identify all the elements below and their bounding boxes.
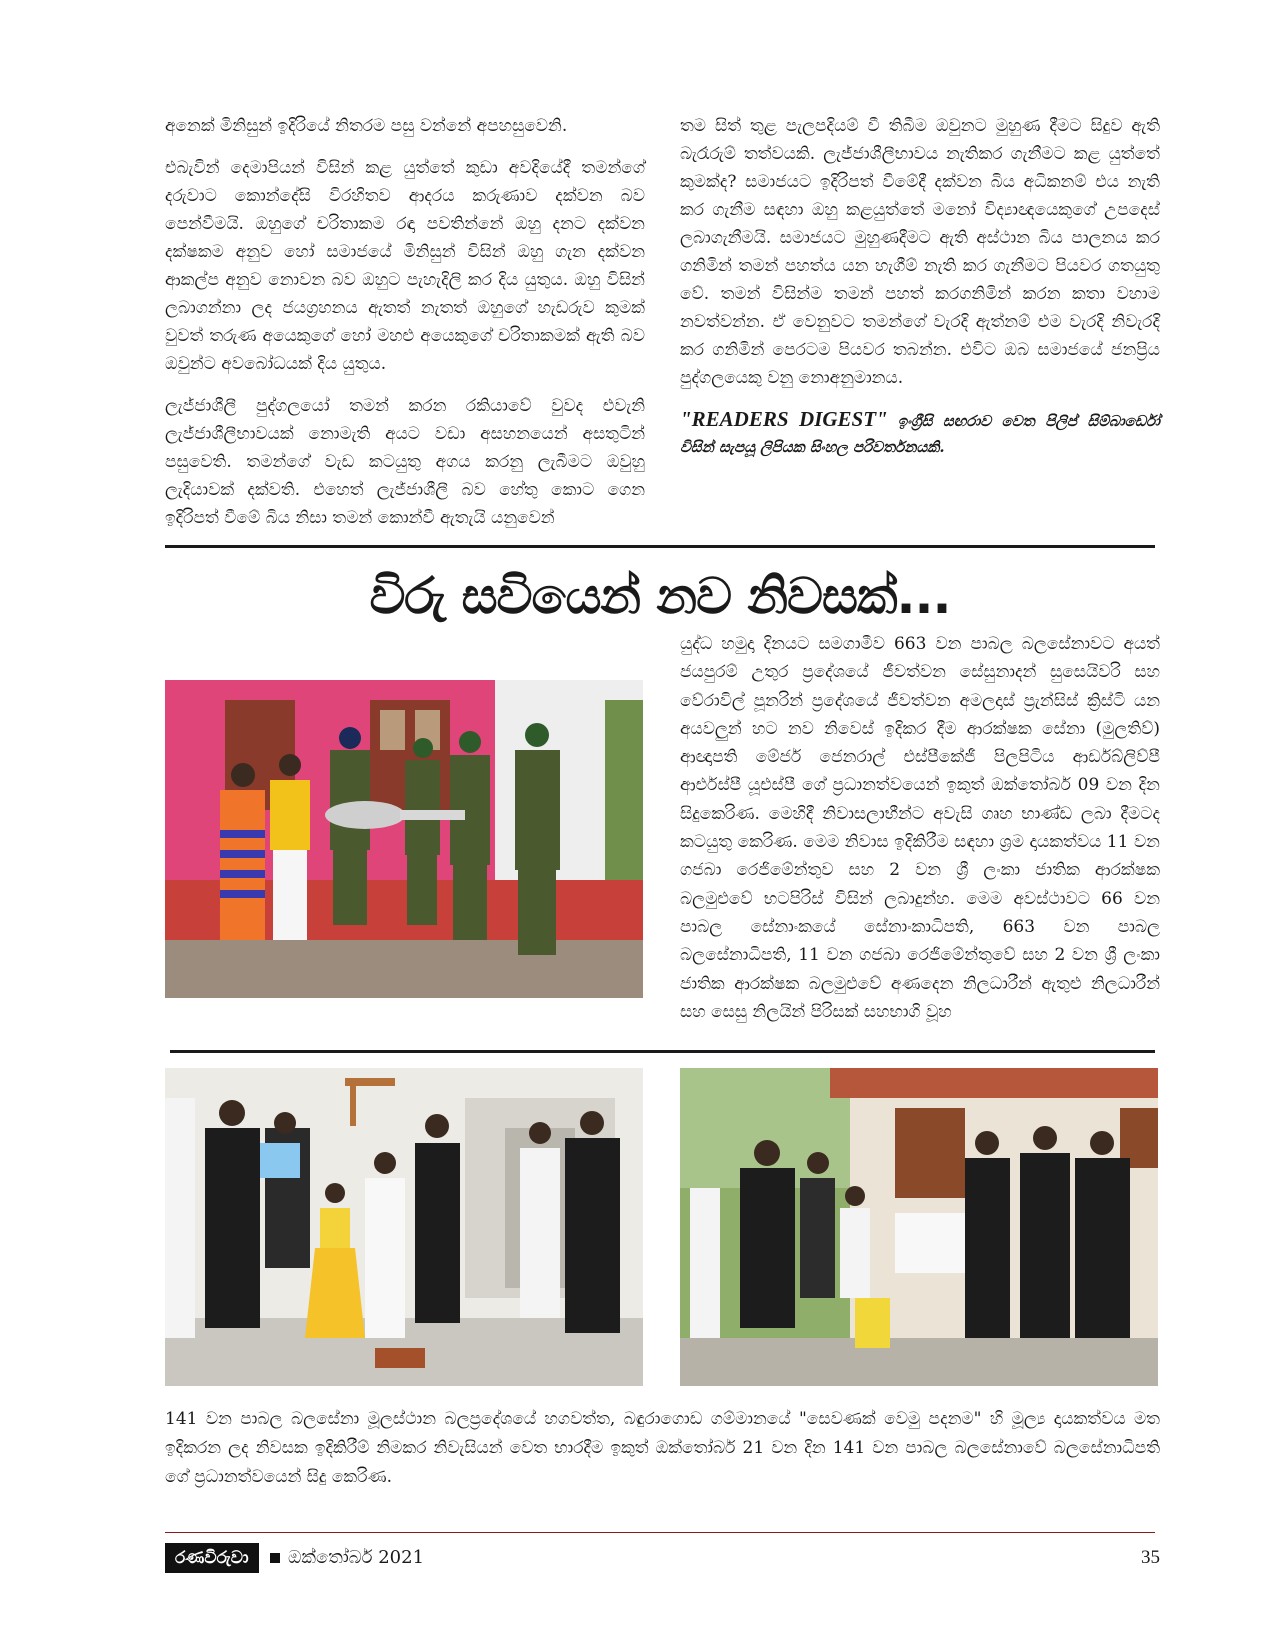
house-handover-photo xyxy=(165,680,643,998)
magazine-masthead: රණවිරුවා xyxy=(165,1543,259,1573)
section-divider xyxy=(170,1050,1155,1053)
issue-date xyxy=(270,1543,424,1573)
paragraph: එබැවින් දෙමාපියන් විසින් කළ යුත්තේ කුඩා අවදියේදී තමන්ගේ දරුවාට කොන්දේසි විරහිතව ආදරය කරුණාව දක්වන බව පෙන්වීමයි. ඔහුගේ චරිතාකම රඳා පවතින්නේ ඔහු දනට දක්වන දක්ෂකම අනුව හෝ සමාජයේ මිනිසුන් විසින් ඔහු ගැන දක්වන ආකල්ප අනුව නොවන බව ඔහුට පැහැදිලි කර දිය යුතුය. ඔහු විසින් ලබාගන්නා ලද ජයග්‍රහනය ඇතත් නැතත් ඔහුගේ හැඩරුව කුමක් වුවත් තරුණ අයෙකුගේ හෝ මහළු අයෙකුගේ චරිතාකමක් ඇති බව ඔවුන්ට අවබෝධයක් දිය යුතුය. xyxy=(165,158,645,374)
house-interior-photo xyxy=(165,1068,643,1386)
paragraph: ලැජ්ජාශීලී පුද්ගලයෝ තමන් කරන රකියාවේ වුවද එවැනි ලැජ්ජාශීලීභාවයක් නොමැති අයට වඩා අසහනයෙන් අසතුටින් පසුවෙති. තමන්ගේ වැඩ කටයුතු අගය කරනු ලැබීමට ඔවුහු ලැදියාවක් දක්වති. එහෙත් ලැජ්ජාශීලී බව හේතු කොට ගෙන ඉදිරිපත් වීමේ බිය නිසා තමන් කොන්වී ඇතැයි යනුවෙන් xyxy=(165,396,645,528)
credit-note: ඉංග්‍රීසි සඟරාව වෙත පිලිප් සිම්බාර්ඩෝ විසින් සැපයූ ලිපියක සිංහල පරිවර්තනයකි. xyxy=(680,412,1160,456)
article-credit xyxy=(680,406,1160,460)
story-body: යුද්ධ හමුදා දිනයට සමගාමීව 663 වන පාබල බලසේනාවට අයත් ජයපුරම් උතුර ප්‍රදේශයේ ජීවත්වන සේසුනාදන් සුසෙයිවරි සහ වේරාවිල් පූනරින් ප්‍රදේශයේ ජීවත්වන අමලදාස් ප්‍රැන්සිස් ක්‍රිස්ටි යන අයවලුන් හට නව නිවෙස් ඉදිකර දීම ආරක්ෂක සේනා (මුලතිව්) ආඥාපති මේජර් ජෙනරාල් එස්පීකේජී පිලපිටිය ආර්ඩබ්ලිව්පී ආර්එස්පී යූඑස්පී ගේ ප්‍රධානත්වයෙන් ඉකුත් ඔක්තෝබර් 09 වන දින සිදුකෙරිණ. මෙහිදී නිවාසලාභීන්ට අවැසි ගෘහ භාණ්ඩ ලබා දීමටද කටයුතු කෙරිණ. මෙම නිවාස ඉදිකිරීම සඳහා ශ්‍රම දායකත්වය 11 වන ගජබා රෙජිමේන්තුව සහ 2 වන ශ්‍රී ලංකා ජාතික ආරක්ෂක බලමුළුවේ භටපිරිස් විසින් ලබාදුන්හ. මෙම අවස්ථාවට 66 වන පාබල සේනාංකයේ සේනාංකාධිපති, 663 වන පාබල බලසේනාධිපති, 11 වන ගජබා රෙජිමේන්තුවේ සහ 2 වන ශ්‍රී ලංකා ජාතික ආරක්ෂක බලමුළුවේ අණදෙන නිලධාරීන් ඇතුළු නිලධාරීන් සහ සෙසු නිලයින් පිරිසක් සහභාගි වූහ xyxy=(680,634,1160,1022)
issue-date-text: ඔක්තෝබර් 2021 xyxy=(288,1547,425,1568)
paragraph: තම සිත් තුළ පැලපදියම් වී තිබීම ඔවුනට මුහුණ දීමට සිදුව ඇති බැරෑරුම් තත්වයකි. ලැජ්ජාශීලීභාවය නැතිකර ගැනීමට කළ යුත්තේ කුමක්ද? සමාජයට ඉදිරිපත් වීමේදී දක්වන බිය අධිකනම් එය නැති කර ගැනීම සඳහා ඔහු කළයුත්තේ මනෝ විද්‍යාඥයෙකුගේ උපදෙස් ලබාගැනීමයි. සමාජයට මුහුණදීමට ඇති අස්ථාන බිය පාලනය කර ගනිමින් තමන් පහත්ය යන හැගීම් නැති කර ගැනීමට පියවර ගතයුතු වේ. තමන් විසින්ම තමන් පහත් කරගනිමින් කරන කතා වහාම නවත්වන්න. ඒ වෙනුවට තමන්ගේ වැරදි ඇත්නම් එම වැරදි නිවැරදි කර ගනිමින් පෙරටම පියවර තබන්න. එවිට ඔබ සමාජයේ ජනප්‍රිය පුද්ගලයෙකු වනු නොඅනුමානය. xyxy=(680,116,1160,388)
photo-caption: 141 වන පාබල බලසේනා මූලස්ථාන බලප්‍රදේශයේ හගවත්ත, බඳුරාගොඩ ගම්මානයේ "සෙවණක් වෙමු පදනම" හි මූල්‍ය දායකත්වය මත ඉදිකරන ලද නිවසක ඉදිකිරීම් නිමකර නිවැසියන් වෙත භාරදීම ඉකුත් ඔක්තෝබර් 21 වන දින 141 වන පාබල බලසේනාවේ බලසේනාධිපති ගේ ප්‍රධානත්වයෙන් සිදු කෙරිණ. xyxy=(165,1409,1160,1487)
article-right-column xyxy=(680,112,1160,460)
page-number: 35 xyxy=(1141,1547,1160,1568)
source-title: "READERS DIGEST" xyxy=(680,407,888,431)
article-left-column xyxy=(165,112,645,546)
footer-divider xyxy=(165,1532,1155,1533)
story-headline: විරු සවියෙන් නව නිවසක්... xyxy=(369,567,951,625)
section-divider xyxy=(165,545,1155,548)
house-handover-ceremony-photo xyxy=(680,1068,1158,1386)
square-bullet-icon xyxy=(270,1553,280,1563)
paragraph: අනෙක් මිනිසුන් ඉදිරියේ නිතරම පසු වන්නේ අපහසුවෙනි. xyxy=(165,116,568,136)
